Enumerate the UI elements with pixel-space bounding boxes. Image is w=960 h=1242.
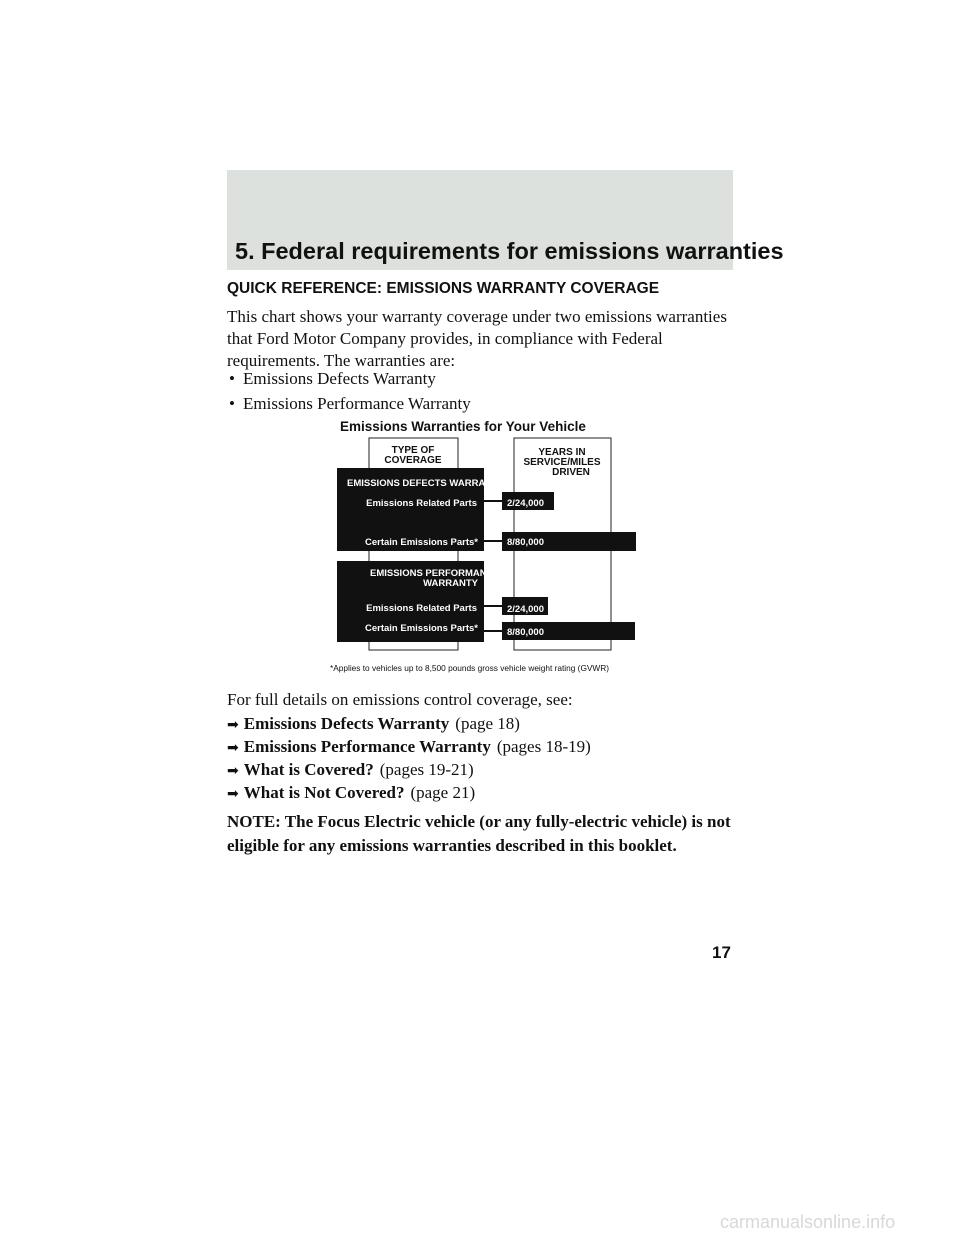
part-label: Emissions Related Parts bbox=[366, 498, 477, 509]
reference-pages: (page 18) bbox=[455, 714, 520, 733]
performance-warranty-label: EMISSIONS PERFORMANCE bbox=[370, 568, 500, 579]
warranty-chart bbox=[325, 416, 645, 678]
reference-pages: (pages 18-19) bbox=[496, 737, 591, 756]
reference-item[interactable] bbox=[227, 735, 591, 758]
reference-item[interactable] bbox=[227, 758, 591, 781]
arrow-right-icon: ➡ bbox=[227, 740, 239, 756]
reference-title: Emissions Defects Warranty bbox=[243, 714, 450, 733]
defects-warranty-label: EMISSIONS DEFECTS WARRANTY bbox=[347, 478, 505, 489]
note-paragraph: NOTE: The Focus Electric vehicle (or any fully-electric vehicle) is not eligible for any emissions warranties described in this booklet. bbox=[227, 812, 731, 855]
reference-title: What is Not Covered? bbox=[243, 783, 405, 802]
arrow-right-icon: ➡ bbox=[227, 763, 239, 779]
reference-item[interactable] bbox=[227, 781, 591, 804]
list-item bbox=[227, 368, 436, 390]
type-header-line: COVERAGE bbox=[384, 455, 442, 466]
years-header-line: YEARS IN bbox=[538, 447, 586, 458]
intro-paragraph: This chart shows your warranty coverage under two emissions warranties that Ford Motor Company provides, in compliance with Federal requirements. The warranties are: bbox=[227, 307, 727, 370]
reference-title: What is Covered? bbox=[243, 760, 374, 779]
details-intro: For full details on emissions control coverage, see: bbox=[227, 690, 573, 709]
coverage-label: 8/80,000 bbox=[507, 537, 544, 548]
type-header-line: TYPE OF bbox=[391, 445, 435, 456]
watermark: carmanualsonline.info bbox=[720, 1212, 896, 1232]
part-label: Certain Emissions Parts* bbox=[365, 537, 478, 548]
list-item bbox=[227, 393, 471, 415]
part-label: Certain Emissions Parts* bbox=[365, 623, 478, 634]
coverage-label: 2/24,000 bbox=[507, 498, 544, 509]
coverage-label: 8/80,000 bbox=[507, 627, 544, 638]
chart-footnote: *Applies to vehicles up to 8,500 pounds gross vehicle weight rating (GVWR) bbox=[330, 663, 610, 673]
reference-item[interactable] bbox=[227, 712, 591, 735]
list-item-text: Emissions Performance Warranty bbox=[243, 394, 471, 413]
arrow-right-icon: ➡ bbox=[227, 786, 239, 802]
part-label: Emissions Related Parts bbox=[366, 603, 477, 614]
warranty-list bbox=[227, 393, 471, 415]
arrow-right-icon: ➡ bbox=[227, 717, 239, 733]
chapter-title: 5. Federal requirements for emissions warranties bbox=[235, 238, 784, 264]
coverage-label: 2/24,000 bbox=[507, 604, 544, 615]
performance-warranty-label: WARRANTY bbox=[423, 578, 478, 589]
years-header-line: DRIVEN bbox=[552, 467, 590, 478]
bullet-icon: • bbox=[229, 394, 235, 413]
section-heading: QUICK REFERENCE: EMISSIONS WARRANTY COVERAGE bbox=[227, 280, 660, 297]
years-header-line: SERVICE/MILES bbox=[523, 457, 601, 468]
list-item-text: Emissions Defects Warranty bbox=[243, 369, 436, 388]
reference-pages: (pages 19-21) bbox=[379, 760, 474, 779]
reference-title: Emissions Performance Warranty bbox=[243, 737, 491, 756]
page-number: 17 bbox=[712, 943, 731, 962]
bullet-icon: • bbox=[229, 369, 235, 388]
chart-title: Emissions Warranties for Your Vehicle bbox=[340, 419, 586, 434]
reference-list bbox=[227, 712, 591, 804]
reference-pages: (page 21) bbox=[410, 783, 476, 802]
warranty-list bbox=[227, 368, 436, 390]
